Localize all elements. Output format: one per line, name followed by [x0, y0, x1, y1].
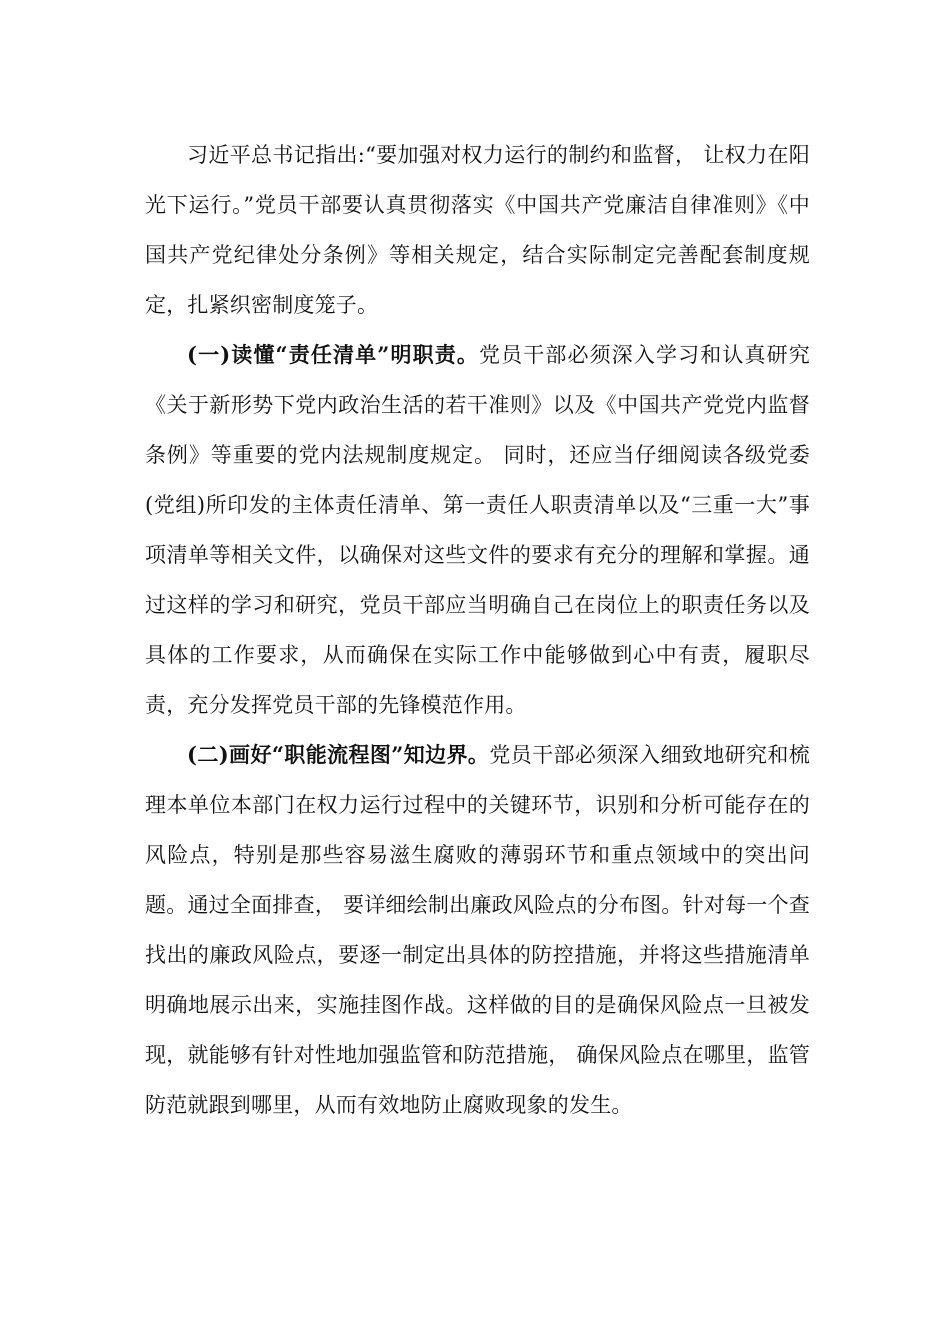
paragraph-intro-text: 习近平总书记指出:“要加强对权力运行的制约和监督， 让权力在阳光下运行。”党员干部要认真贯彻落实《中国共产党廉洁自律准则》《中国共产党纪律处分条例》等相关规定，结合实际制定完善配套制度规定，扎紧织密制度笼子。 [145, 143, 810, 317]
section-1-text: 党员干部必须深入学习和认真研究《关于新形势下党内政治生活的若干准则》以及《中国共产党党内监督条例》等重要的党内法规制度规定。 同时，还应当仔细阅读各级党委(党组)所印发的主体责任清单、第一责任人职责清单以及“三重一大”事项清单等相关文件，以确保对这些文件的要求有充分的理解和掌握。通过这样的学习和研究，党员干部应当明确自己在岗位上的职责任务以及具体的工作要求，从而确保在实际工作中能够做到心中有责，履职尽责，充分发挥党员干部的先锋模范作用。 [145, 343, 811, 717]
section-2-heading: (二)画好“职能流程图”知边界。 [187, 742, 490, 767]
document-body [145, 130, 810, 1130]
paragraph-section-2 [145, 730, 810, 1130]
section-2-text: 党员干部必须深入细致地研究和梳理本单位本部门在权力运行过程中的关键环节，识别和分析可能存在的风险点，特别是那些容易滋生腐败的薄弱环节和重点领域中的突出问题。通过全面排查， 要详细绘制出廉政风险点的分布图。针对每一个查找出的廉政风险点，要逐一制定出具体的防控措施，并将这些措施清单明确地展示出来，实施挂图作战。这样做的目的是确保风险点一旦被发现，就能够有针对性地加强监管和防范措施， 确保风险点在哪里，监管防范就跟到哪里，从而有效地防止腐败现象的发生。 [145, 743, 811, 1117]
section-1-heading: (一)读懂“责任清单”明职责。 [187, 342, 479, 367]
paragraph-section-1 [145, 330, 810, 730]
paragraph-intro [145, 130, 810, 330]
